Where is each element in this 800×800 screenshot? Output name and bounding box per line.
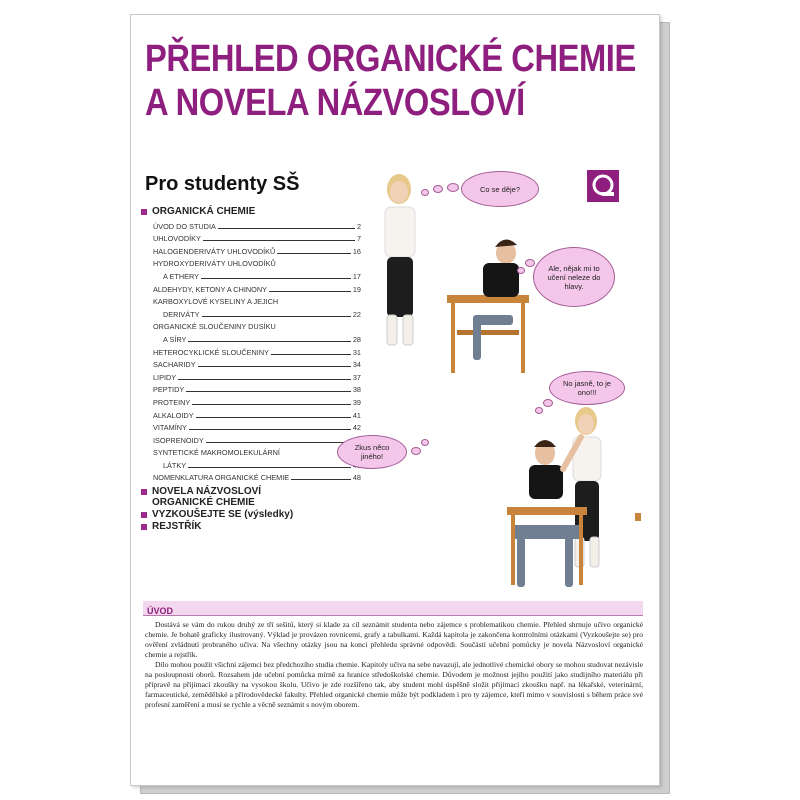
- toc-entry-page: 22: [352, 309, 361, 319]
- girl-figure-top: [385, 174, 415, 345]
- toc-leader-line: [189, 429, 351, 430]
- desk-bottom: [635, 513, 641, 521]
- toc-entry-page: 38: [352, 385, 361, 395]
- bubble-dot: [447, 183, 459, 192]
- toc-leader-line: [269, 291, 351, 292]
- bubble-dot: [421, 189, 429, 196]
- table-of-contents: [141, 205, 361, 533]
- toc-entry: [153, 394, 361, 407]
- book-cover: [130, 14, 660, 786]
- book-subtitle: Pro studenty SŠ: [145, 173, 300, 195]
- toc-leader-line: [291, 479, 351, 480]
- toc-leader-line: [218, 228, 355, 229]
- toc-entry-page: 19: [352, 284, 361, 294]
- toc-entry-label: DERIVÁTY: [163, 309, 200, 319]
- intro-paragraph-1: Dostává se vám do rukou druhý ze tří sešitů, který si klade za cíl seznámit studenta nebo zájemce s problematikou chemie. Přehled shrnuje učivo organické chemie. Je bohatě graficky ilustrovaný. Výklad je provázen rovnicemi, grafy a tabulkami. Každá kapitola je zakončena kontrolními otázkami (Vyzkoušejte se) pro ověření zvládnutí probraného učiva. Na všechny otázky jsou na konci přehledu správné odpovědi. Součástí učební pomůcky je novela Názvosloví organické chemie a rejstřík.: [145, 620, 643, 659]
- toc-leader-line: [202, 316, 351, 317]
- desk-top: [447, 295, 529, 373]
- toc-leader-line: [271, 354, 351, 355]
- toc-leader-line: [196, 417, 351, 418]
- toc-entry-label: UHLOVODÍKY: [153, 234, 201, 244]
- intro-heading: ÚVOD: [147, 606, 174, 616]
- toc-entry: [153, 357, 361, 370]
- toc-entry-label: LIPIDY: [153, 372, 177, 382]
- toc-leader-line: [178, 379, 351, 380]
- toc-entry-page: 31: [352, 347, 361, 357]
- speech-bubble-4: Zkus něco jiného!: [337, 435, 407, 469]
- toc-entry: [153, 243, 361, 256]
- toc-leader-line: [186, 391, 351, 392]
- toc-entry: [153, 420, 361, 433]
- toc-entry: [153, 470, 361, 483]
- toc-section-index: REJSTŘÍK: [141, 521, 361, 532]
- toc-entry: [153, 281, 361, 294]
- bubble-dot: [543, 399, 553, 407]
- book-title: [145, 37, 636, 125]
- toc-entry: [163, 268, 361, 281]
- toc-leader-line: [206, 442, 351, 443]
- toc-entry-page: 17: [352, 271, 361, 281]
- toc-entry-label: LÁTKY: [163, 460, 187, 470]
- toc-entry-label: ORGANICKÉ SLOUČENINY DUSÍKU: [153, 322, 276, 332]
- toc-leader-line: [203, 240, 355, 241]
- bubble-dot: [525, 259, 535, 267]
- toc-entry-label: ALKALOIDY: [153, 410, 194, 420]
- toc-entry: [153, 344, 361, 357]
- toc-section-nomenclature: NOVELA NÁZVOSLOVÍ ORGANICKÉ CHEMIE: [141, 486, 361, 508]
- toc-entry-label: KARBOXYLOVÉ KYSELINY A JEJICH: [153, 297, 279, 307]
- toc-entry: [153, 319, 361, 332]
- book-title-line1: PŘEHLED ORGANICKÉ CHEMIE: [145, 38, 636, 80]
- toc-entry: [163, 306, 361, 319]
- toc-entry-page: 48: [352, 473, 361, 483]
- toc-entry-label: ISOPRENOIDY: [153, 435, 204, 445]
- toc-entry-page: 2: [356, 221, 361, 231]
- toc-section-organic: ORGANICKÁ CHEMIE: [141, 206, 361, 217]
- toc-leader-line: [277, 253, 351, 254]
- toc-entry-label: SACHARIDY: [153, 360, 196, 370]
- toc-entry-label: HYDROXYDERIVÁTY UHLOVODÍKŮ: [153, 259, 276, 269]
- toc-entry: [153, 382, 361, 395]
- toc-entry: [153, 407, 361, 420]
- toc-entry-page: 42: [352, 423, 361, 433]
- bubble-dot: [421, 439, 429, 446]
- toc-entry-label: VITAMÍNY: [153, 423, 187, 433]
- toc-entry-label: NOMENKLATURA ORGANICKÉ CHEMIE: [153, 473, 290, 483]
- toc-entry-page: 34: [352, 360, 361, 370]
- toc-entry-label: HALOGENDERIVÁTY UHLOVODÍKŮ: [153, 246, 276, 256]
- toc-entry-page: 28: [352, 334, 361, 344]
- toc-entry-page: 16: [352, 246, 361, 256]
- toc-entry: [163, 331, 361, 344]
- toc-entry-page: 39: [352, 397, 361, 407]
- toc-leader-line: [198, 366, 351, 367]
- toc-entry: [153, 231, 361, 244]
- toc-leader-line: [201, 278, 351, 279]
- toc-entries: [141, 218, 361, 482]
- speech-bubble-2: Ale, nějak mi to učení neleze do hlavy.: [533, 247, 615, 307]
- bullet-icon: [141, 512, 147, 518]
- speech-bubble-1: Co se děje?: [461, 171, 539, 207]
- bubble-dot: [517, 267, 525, 274]
- toc-entry-label: PEPTIDY: [153, 385, 185, 395]
- toc-leader-line: [188, 341, 350, 342]
- toc-entry-label: A ETHERY: [163, 271, 199, 281]
- bullet-icon: [141, 209, 147, 215]
- toc-leader-line: [192, 404, 351, 405]
- intro-heading-bar: [143, 601, 643, 616]
- bubble-dot: [433, 185, 443, 193]
- toc-entry-label: ÚVOD DO STUDIA: [153, 221, 216, 231]
- toc-entry: [153, 369, 361, 382]
- toc-entry-page: 37: [352, 372, 361, 382]
- toc-entry-page: 7: [356, 234, 361, 244]
- toc-entry: [153, 256, 361, 269]
- bullet-icon: [141, 524, 147, 530]
- toc-entry-label: HETEROCYKLICKÉ SLOUČENINY: [153, 347, 269, 357]
- toc-entry-page: 41: [352, 410, 361, 420]
- bubble-dot: [411, 447, 421, 455]
- toc-entry: [163, 457, 361, 470]
- intro-paragraph-2: Dílo mohou použít všichni zájemci bez předchozího studia chemie. Kapitoly učiva na sebe navazují, ale jednotlivé chemické obory se mohou studovat nezávisle na posloupnosti oborů. Rozsahem jde učební pomůcka mírně za hranice středoškolské chemie. Důvodem je možnost jejího použití jako studijního materiálu při přípravě na přijímací zkoušky na vysokou školu. Učivo je zde rozšířeno tak, aby student mohl úspěšně složit přijímací zkoušku např. na lékařské, veterinární, farmaceutické, zemědělské a přírodovědecké fakulty. Přehled organické chemie může být podkladem i pro ty zájemce, kteří mimo v souvislosti s během práce své profesní zaměření a musí se rychle a věcně seznámit s novým oborem.: [145, 660, 643, 709]
- toc-entry-label: PROTEINY: [153, 397, 191, 407]
- toc-entry-label: ALDEHYDY, KETONY A CHINONY: [153, 284, 267, 294]
- toc-entry-label: SYNTETICKÉ MAKROMOLEKULÁRNÍ: [153, 448, 280, 458]
- toc-section-test: VYZKOUŠEJTE SE (výsledky): [141, 509, 361, 520]
- intro-text: [145, 620, 643, 710]
- toc-entry-label: A SÍRY: [163, 334, 187, 344]
- toc-entry: [153, 445, 361, 458]
- toc-entry: [153, 294, 361, 307]
- bullet-icon: [141, 489, 147, 495]
- speech-bubble-3: No jasně, to je ono!!!: [549, 371, 625, 405]
- bubble-dot: [535, 407, 543, 414]
- book-title-line2: A NOVELA NÁZVOSLOVÍ: [145, 82, 525, 124]
- toc-entry: [153, 432, 361, 445]
- toc-entry: [153, 218, 361, 231]
- illustration-boy-bottom: [503, 425, 593, 600]
- toc-leader-line: [188, 467, 351, 468]
